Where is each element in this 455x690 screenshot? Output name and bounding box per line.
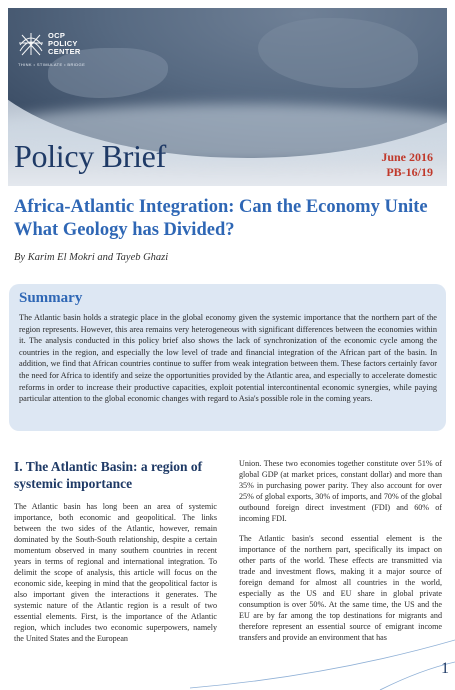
summary-box [9,284,446,431]
footer-curve-decoration [0,610,455,690]
logo-text [48,32,81,56]
body-paragraph: The Atlantic basin has long been an area of systemic importance, both economic and geopolitical. The links between the two sides of the Atlantic, however, remain dominated by the South-South relationship, despite a certain momentum observed in many southern countries in recent years in terms of regional and international integration. To delimit the scope of analysis, this article will focus on the economic side, keeping in mind that the geopolitical factor is also important given the interactions it generates. The systemic nature of the Atlantic region is a result of two essential elements. First, is the importance of the Atlantic region, which includes two economic superpowers, namely the United States and the European [14,502,217,643]
brief-code: PB-16/19 [386,165,433,179]
brief-date: June 2016 [381,150,433,164]
authors-line: By Karim El Mokri and Tayeb Ghazi [14,252,169,263]
summary-text: The Atlantic basin holds a strategic place in the global economy given the systemic importance that the northern part of the region represents. However, this area remains very heterogeneous with significant differences between the economies within it. The analysis conducted in this policy brief also shows the lack of synchronization of the economic cycle among the countries in the region, and especially the low level of trade and financial integration of the African part of the basin. In addition, we find that African countries continue to suffer from weak integration between them. These factors certainly favor the need for Africa to identify and seize the opportunities provided by the Atlantic area, and especially to accelerate domestic reforms in order to increase their productive capacities, exploit potential intercontinental economic synergies, while paying particular attention to the global economic changes with regard to Asia's possible role in the coming years. [19,313,437,404]
summary-heading: Summary [19,290,83,306]
brief-meta [381,150,433,180]
logo-mesh-icon [18,31,44,57]
document-title: Africa-Atlantic Integration: Can the Economy Unite What Geology has Divided? [14,197,428,240]
ocp-logo [18,28,100,60]
body-paragraph: Union. These two economies together constitute over 51% of global GDP (at market prices, constant dollar) and more than 35% in purchasing power parity. They also account for over 25% of global exports, 30% of imports, and 70% of the global outbound foreign direct investment (FDI) and 60% of incoming FDI. [239,459,442,523]
section-heading: I. The Atlantic Basin: a region of systemic importance [14,459,203,491]
logo-tagline: THINK • STIMULATE • BRIDGE [18,62,86,67]
body-paragraph: The Atlantic basin's second essential element is the importance of the northern part, specifically its impact on other parts of the world. These effects are transmitted via trade and investment flows, making it a major source of foreign demand for almost all countries in the world, especially as the US and EU share in global private consumption is over 50%. At the same time, the US and the EU are by far among the top destinations for migrants and therefore represent an essential source of emigrant income transfers and provide an environment that has [239,534,442,642]
logo-line-1: OCP [48,31,66,40]
page-number: 1 [441,660,449,677]
logo-line-3: CENTER [48,47,81,56]
policy-brief-title: Policy Brief [14,138,166,174]
logo-line-2: POLICY [48,39,78,48]
